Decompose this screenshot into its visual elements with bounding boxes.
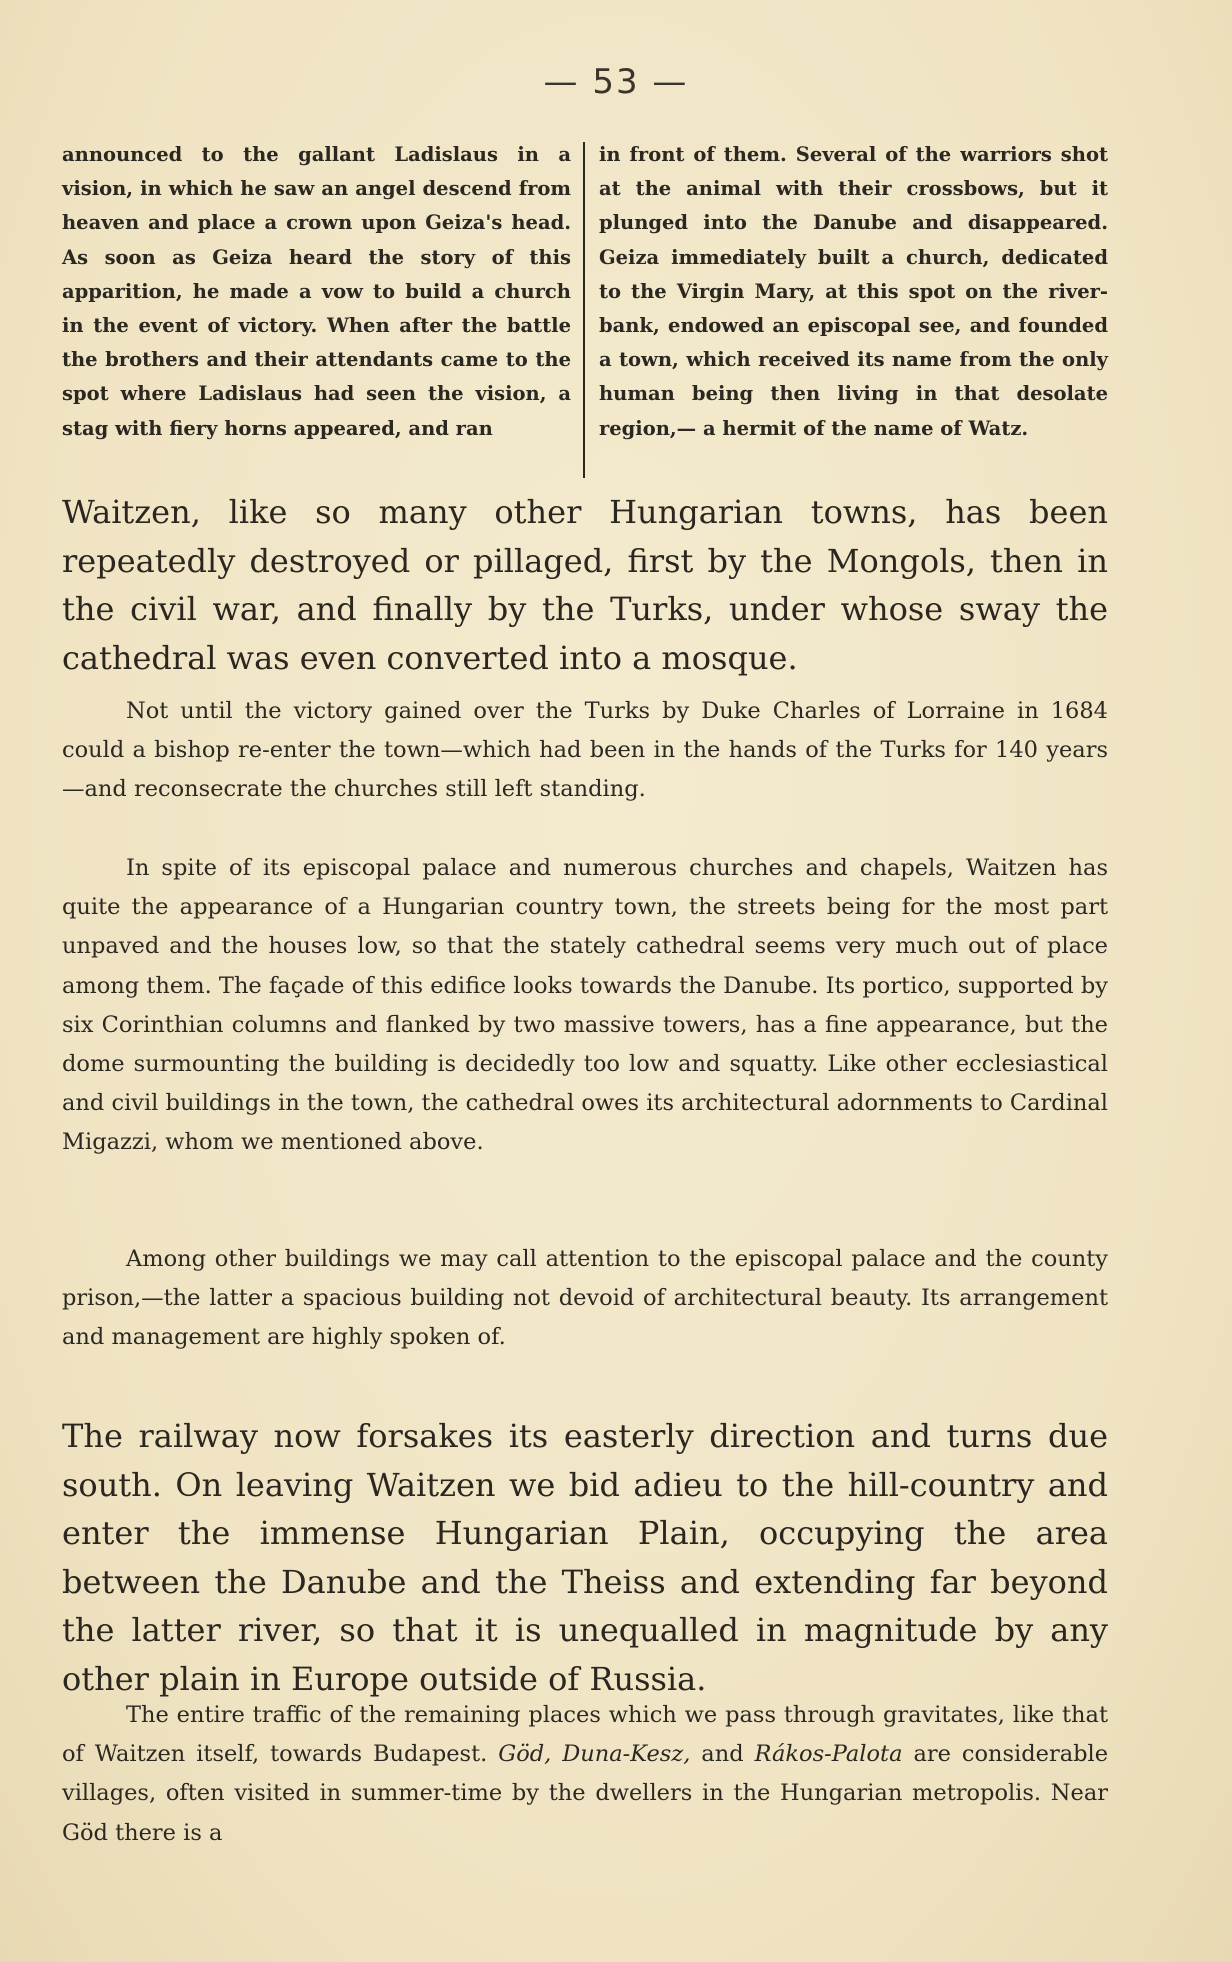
place-name-rakos-palota: Rákos-Palota bbox=[754, 1741, 903, 1768]
paragraph-traffic bbox=[62, 1696, 1108, 1853]
lead-paragraph-waitzen: Waitzen, like so many other Hungarian towns, has been repeatedly destroyed or pillaged, first by the Mongols, then in the civil war, and finally by the Turks, under whose sway the cathedral was even converted into a mosque. bbox=[62, 493, 1108, 677]
paragraph-bishop: Not until the victory gained over the Turks by Duke Charles of Lorraine in 1684 could a bishop re-enter the town—which had been in the hands of the Turks for 140 years—and reconsecrate the churches still left standing. bbox=[62, 698, 1108, 803]
page-number: — 53 — bbox=[543, 62, 689, 102]
left-column-text: announced to the gallant Ladislaus in a vision, in which he saw an angel descend from heaven and place a crown upon Geiza's head. As soon as Geiza heard the story of this apparition, he made a vow to build a church in the event of victory. When after the battle the brothers and their attendants came to the spot where Ladislaus had seen the vision, a stag with fiery horns appeared, and ran bbox=[62, 143, 571, 440]
right-column bbox=[585, 138, 1108, 474]
paragraph-cathedral: In spite of its episcopal palace and numerous churches and chapels, Waitzen has quite the appearance of a Hungarian country town, the streets being for the most part unpaved and the houses low, so that the stately cathedral seems very much out of place among them. The façade of this edifice looks towards the Danube. Its portico, supported by six Corinthian columns and flanked by two massive towers, has a fine appearance, but the dome surmounting the building is decidedly too low and squatty. Like other ecclesiastical and civil buildings in the town, the cathedral owes its architectural adornments to Cardinal Migazzi, whom we mentioned above. bbox=[62, 855, 1108, 1156]
lead-paragraph-railway: The railway now forsakes its easterly direction and turns due south. On leaving Waitzen we bid adieu to the hill-country and enter the immense Hungarian Plain, occupying the area between the Danube and the Theiss and extending far beyond the latter river, so that it is unequalled in magnitude by any other plain in Europe outside of Russia. bbox=[62, 1417, 1108, 1698]
traffic-text-1: The entire traffic of the remaining places which we pass through gravitates, like that of Waitzen itself, towards Budapest. bbox=[62, 1702, 1108, 1768]
traffic-text-3: are considerable villages, often visited in summer-time by the dwellers in the Hungarian metropolis. Near Göd there is a bbox=[62, 1741, 1109, 1846]
traffic-text-2: and bbox=[701, 1741, 744, 1768]
two-column-section bbox=[62, 138, 1108, 474]
place-names-god-dunakesz: Göd, Duna-Kesz, bbox=[498, 1741, 691, 1768]
left-column bbox=[62, 138, 583, 474]
paragraph-buildings: Among other buildings we may call attention to the episcopal palace and the county prison,—the latter a spacious building not devoid of architectural beauty. Its arrangement and management are highly spoken of. bbox=[62, 1246, 1108, 1351]
right-column-text: in front of them. Several of the warriors shot at the animal with their crossbows, but it plunged into the Danube and disappeared. Geiza immediately built a church, dedicated to the Virgin Mary, at this spot on the river-bank, endowed an episcopal see, and founded a town, which received its name from the only human being then living in that desolate region,— a hermit of the name of Watz. bbox=[598, 143, 1108, 440]
